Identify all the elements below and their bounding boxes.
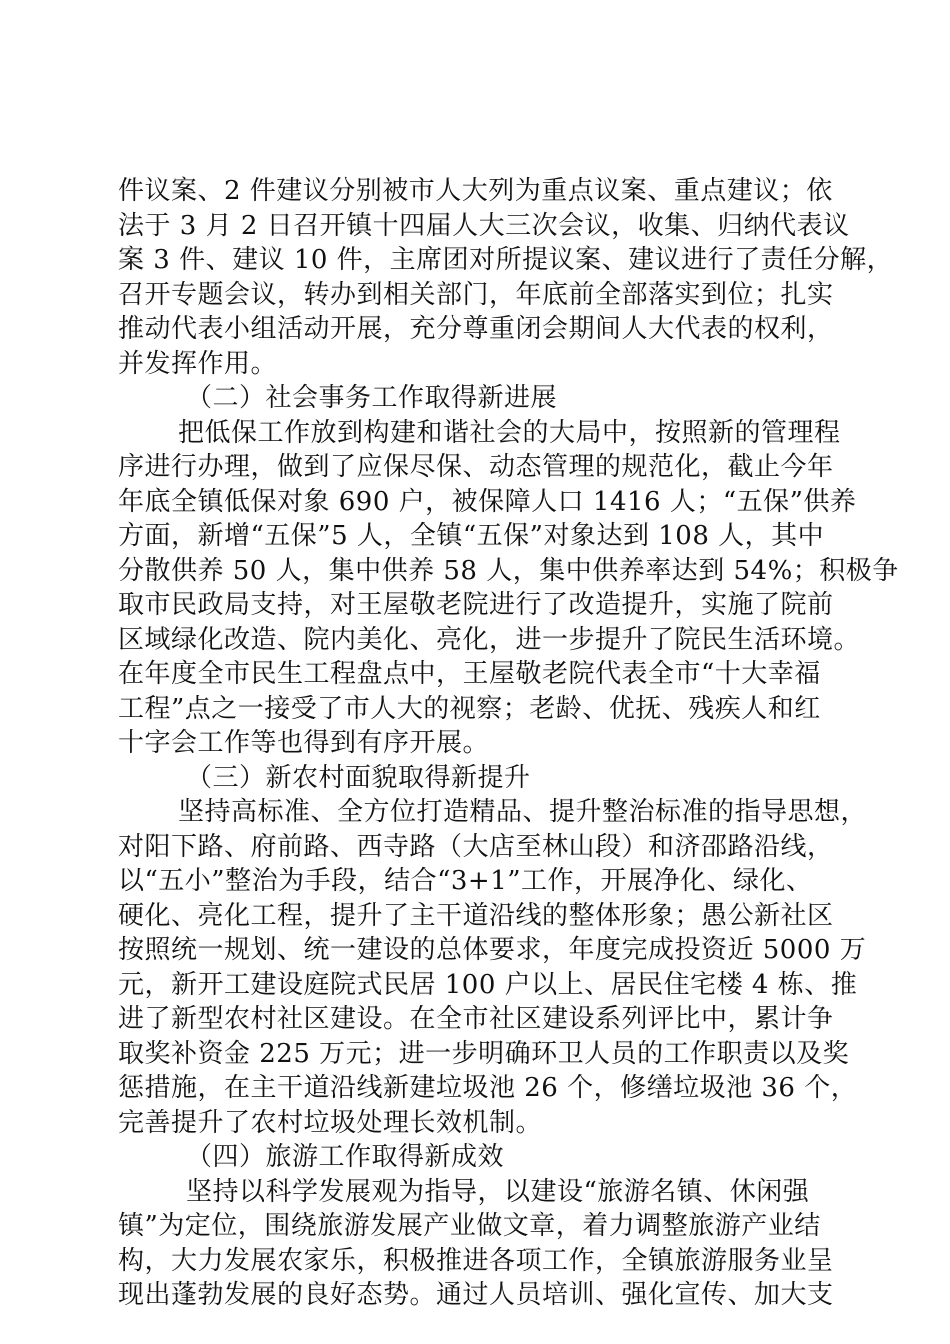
text-line: 完善提升了农村垃圾处理长效机制。 xyxy=(118,1108,543,1138)
paragraph-first-line: 坚持以科学发展观为指导，以建设“旅游名镇、休闲强 xyxy=(186,1177,810,1207)
text-line: 案 3 件、建议 10 件，主席团对所提议案、建议进行了责任分解， xyxy=(118,245,894,275)
text-line: 区域绿化改造、院内美化、亮化，进一步提升了院民生活环境。 xyxy=(118,625,861,655)
text-line: 现出蓬勃发展的良好态势。通过人员培训、强化宣传、加大支 xyxy=(118,1280,834,1310)
text-line: 取市民政局支持，对王屋敬老院进行了改造提升，实施了院前 xyxy=(118,590,834,620)
text-line: 并发挥作用。 xyxy=(118,349,278,379)
text-line: 召开专题会议，转办到相关部门，年底前全部落实到位；扎实 xyxy=(118,280,834,310)
text-line: 镇”为定位，围绕旅游发展产业做文章，着力调整旅游产业结 xyxy=(118,1211,821,1241)
section-heading: （二）社会事务工作取得新进展 xyxy=(186,383,558,413)
text-line: 件议案、2 件建议分别被市人大列为重点议案、重点建议；依 xyxy=(118,176,833,206)
text-line: 按照统一规划、统一建设的总体要求，年度完成投资近 5000 万 xyxy=(118,935,867,965)
text-line: 工程”点之一接受了市人大的视察；老龄、优抚、残疾人和红 xyxy=(118,694,821,724)
text-line: 构，大力发展农家乐，积极推进各项工作，全镇旅游服务业呈 xyxy=(118,1246,834,1276)
text-line: 在年度全市民生工程盘点中，王屋敬老院代表全市“十大幸福 xyxy=(118,659,821,689)
text-line: 以“五小”整治为手段，结合“3+1”工作，开展净化、绿化、 xyxy=(118,866,813,896)
text-line: 推动代表小组活动开展，充分尊重闭会期间人大代表的权利， xyxy=(118,314,834,344)
text-line: 惩措施，在主干道沿线新建垃圾池 26 个，修缮垃圾池 36 个， xyxy=(118,1073,858,1103)
text-line: 元，新开工建设庭院式民居 100 户以上、居民住宅楼 4 栋、推 xyxy=(118,970,858,1000)
text-line: 取奖补资金 225 万元；进一步明确环卫人员的工作职责以及奖 xyxy=(118,1039,850,1069)
text-line: 法于 3 月 2 日召开镇十四届人大三次会议，收集、归纳代表议 xyxy=(118,211,850,241)
text-line: 年底全镇低保对象 690 户，被保障人口 1416 人；“五保”供养 xyxy=(118,487,857,517)
paragraph-first-line: 把低保工作放到构建和谐社会的大局中，按照新的管理程 xyxy=(178,418,841,448)
text-line: 方面，新增“五保”5 人，全镇“五保”对象达到 108 人，其中 xyxy=(118,521,825,551)
text-line: 序进行办理，做到了应保尽保、动态管理的规范化，截止今年 xyxy=(118,452,834,482)
text-line: 进了新型农村社区建设。在全市社区建设系列评比中，累计争 xyxy=(118,1004,834,1034)
section-heading: （三）新农村面貌取得新提升 xyxy=(186,763,531,793)
text-line: 硬化、亮化工程，提升了主干道沿线的整体形象；愚公新社区 xyxy=(118,901,834,931)
text-line: 分散供养 50 人，集中供养 58 人，集中供养率达到 54%；积极争 xyxy=(118,556,899,586)
text-line: 对阳下路、府前路、西寺路（大店至林山段）和济邵路沿线， xyxy=(118,832,834,862)
text-line: 十字会工作等也得到有序开展。 xyxy=(118,728,490,758)
paragraph-first-line: 坚持高标准、全方位打造精品、提升整治标准的指导思想， xyxy=(178,797,868,827)
section-heading: （四）旅游工作取得新成效 xyxy=(186,1142,505,1172)
